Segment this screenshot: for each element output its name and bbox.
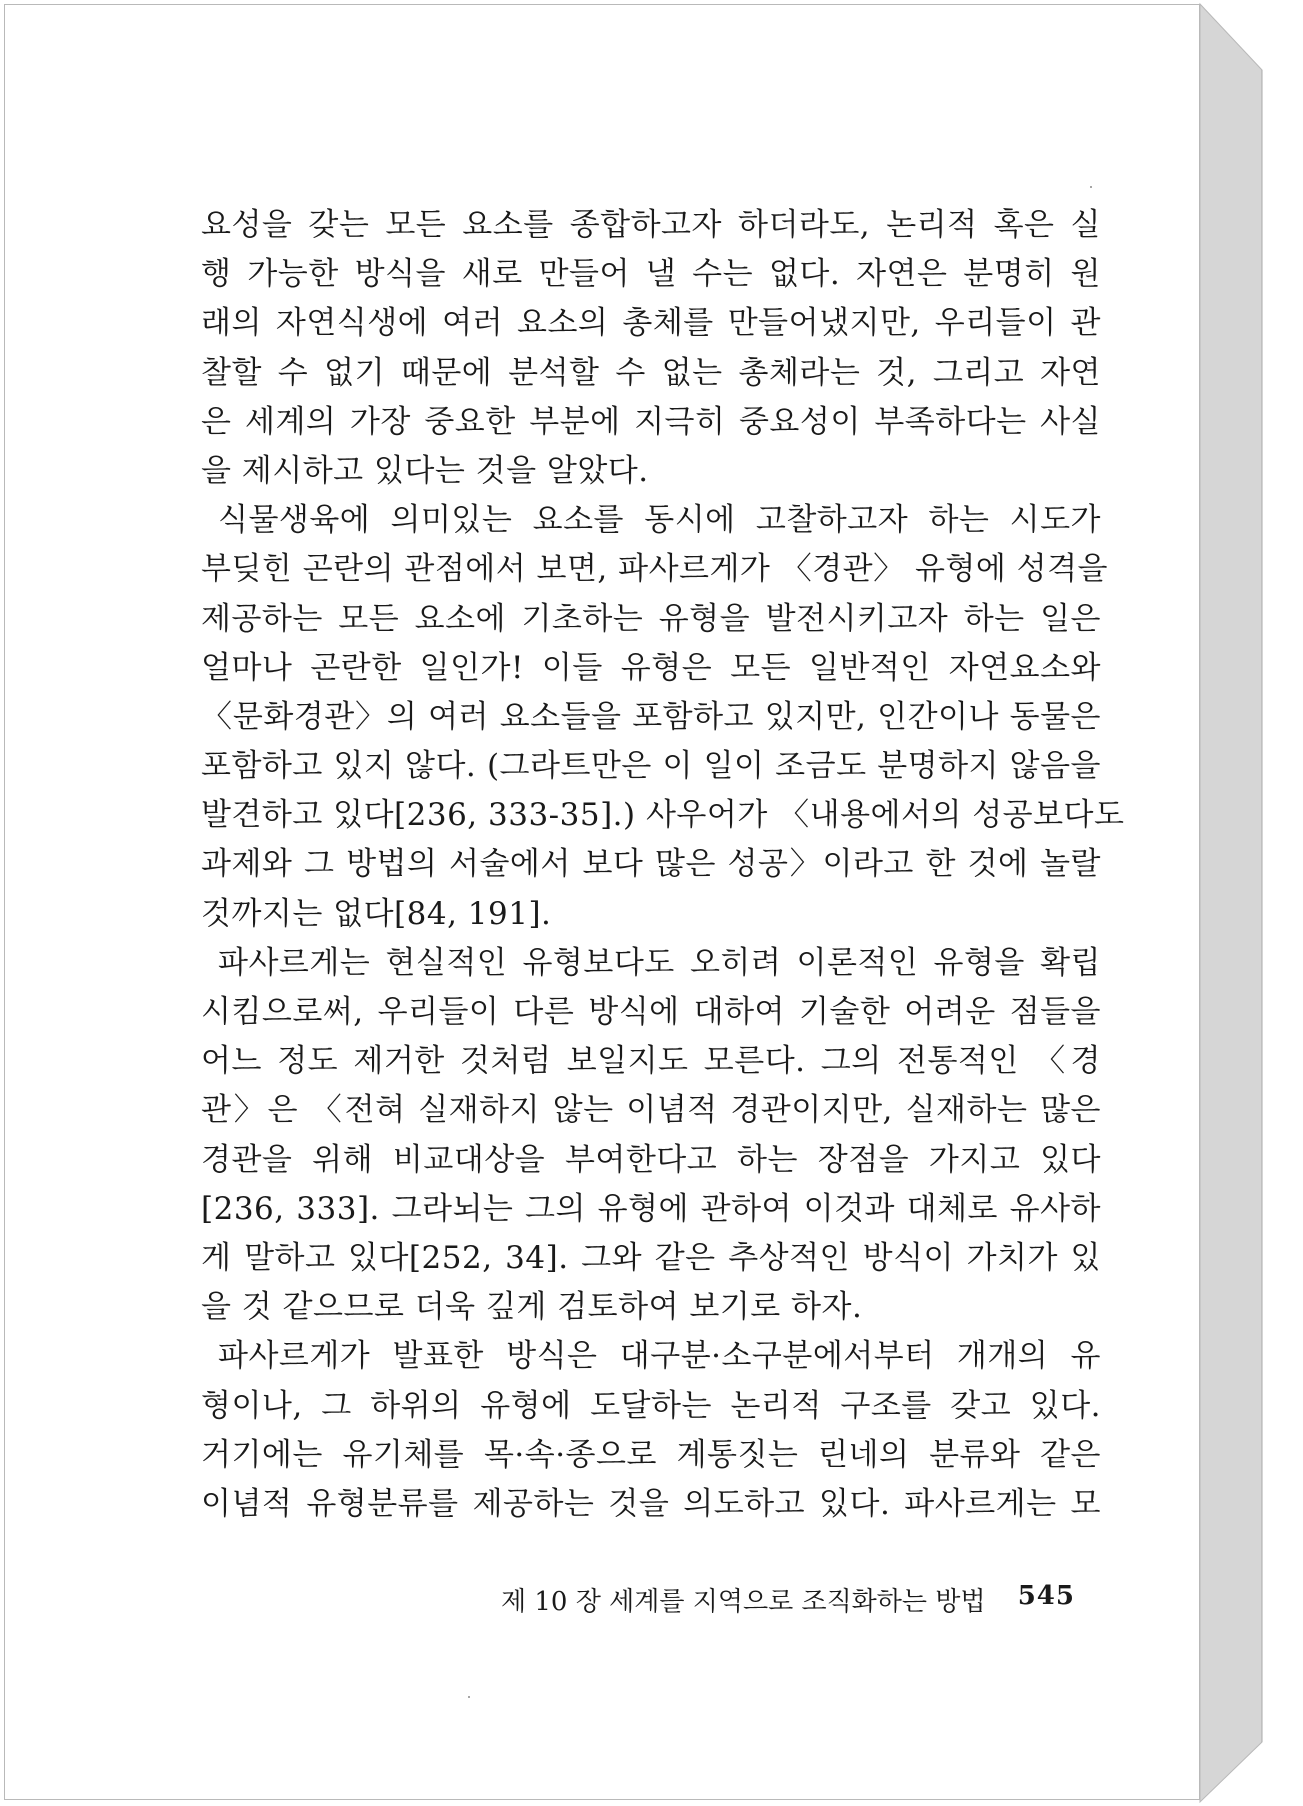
text-line: 을 제시하고 있다는 것을 알았다. xyxy=(201,452,649,489)
text-line: 포함하고 있지 않다. (그라트만은 이 일이 조금도 분명하지 않음을 xyxy=(201,748,1101,785)
text-line: 파사르게는 현실적인 유형보다도 오히려 이론적인 유형을 확립 xyxy=(218,944,1101,981)
scan-speck xyxy=(1090,186,1092,188)
book-page xyxy=(4,4,1200,1800)
text-line: 거기에는 유기체를 목·속·종으로 계통짓는 린네의 분류와 같은 xyxy=(201,1436,1101,1473)
text-line: 래의 자연식생에 여러 요소의 총체를 만들어냈지만, 우리들이 관 xyxy=(201,305,1101,342)
text-line: 시킴으로써, 우리들이 다른 방식에 대하여 기술한 어려운 점들을 xyxy=(201,994,1101,1030)
text-line: 발견하고 있다[236, 333-35].) 사우어가 〈내용에서의 성공보다도 xyxy=(201,797,1125,834)
book-side-shadow xyxy=(1200,4,1262,1802)
text-line: 찰할 수 없기 때문에 분석할 수 없는 총체라는 것, 그리고 자연 xyxy=(201,354,1101,391)
text-line: 을 것 같으므로 더욱 깊게 검토하여 보기로 하자. xyxy=(201,1289,863,1326)
text-line: 식물생육에 의미있는 요소를 동시에 고찰하고자 하는 시도가 xyxy=(218,502,1101,539)
page-number: 545 xyxy=(1017,1581,1075,1611)
text-line: 부딪힌 곤란의 관점에서 보면, 파사르게가 〈경관〉 유형에 성격을 xyxy=(201,551,1108,588)
text-line: 것까지는 없다[84, 191]. xyxy=(201,895,552,932)
text-line: 〈문화경관〉의 여러 요소들을 포함하고 있지만, 인간이나 동물은 xyxy=(201,698,1101,735)
text-line: [236, 333]. 그라뇌는 그의 유형에 관하여 이것과 대체로 유사하 xyxy=(201,1190,1101,1227)
scan-speck xyxy=(468,1696,470,1698)
text-line: 요성을 갖는 모든 요소를 종합하고자 하더라도, 논리적 혹은 실 xyxy=(201,207,1101,243)
text-line: 이념적 유형분류를 제공하는 것을 의도하고 있다. 파사르게는 모 xyxy=(201,1485,1101,1522)
text-line: 파사르게가 발표한 방식은 대구분·소구분에서부터 개개의 유 xyxy=(218,1338,1101,1375)
text-line: 게 말하고 있다[252, 34]. 그와 같은 추상적인 방식이 가치가 있 xyxy=(201,1239,1101,1276)
text-line: 형이나, 그 하위의 유형에 도달하는 논리적 구조를 갖고 있다. xyxy=(201,1387,1101,1424)
chapter-title: 제 10 장 세계를 지역으로 조직화하는 방법 xyxy=(501,1587,986,1617)
text-line: 관〉은 〈전혀 실재하지 않는 이념적 경관이지만, 실재하는 많은 xyxy=(201,1092,1101,1129)
body-text xyxy=(201,201,1125,1529)
text-line: 행 가능한 방식을 새로 만들어 낼 수는 없다. 자연은 분명히 원 xyxy=(201,256,1101,293)
text-line: 경관을 위해 비교대상을 부여한다고 하는 장점을 가지고 있다 xyxy=(201,1141,1101,1178)
running-footer xyxy=(501,1581,1075,1618)
text-line: 어느 정도 제거한 것처럼 보일지도 모른다. 그의 전통적인 〈경 xyxy=(201,1043,1101,1080)
text-line: 과제와 그 방법의 서술에서 보다 많은 성공〉이라고 한 것에 놀랄 xyxy=(201,846,1101,883)
text-line: 은 세계의 가장 중요한 부분에 지극히 중요성이 부족하다는 사실 xyxy=(201,403,1101,440)
text-line: 얼마나 곤란한 일인가! 이들 유형은 모든 일반적인 자연요소와 xyxy=(201,649,1101,686)
text-line: 제공하는 모든 요소에 기초하는 유형을 발전시키고자 하는 일은 xyxy=(201,600,1101,637)
